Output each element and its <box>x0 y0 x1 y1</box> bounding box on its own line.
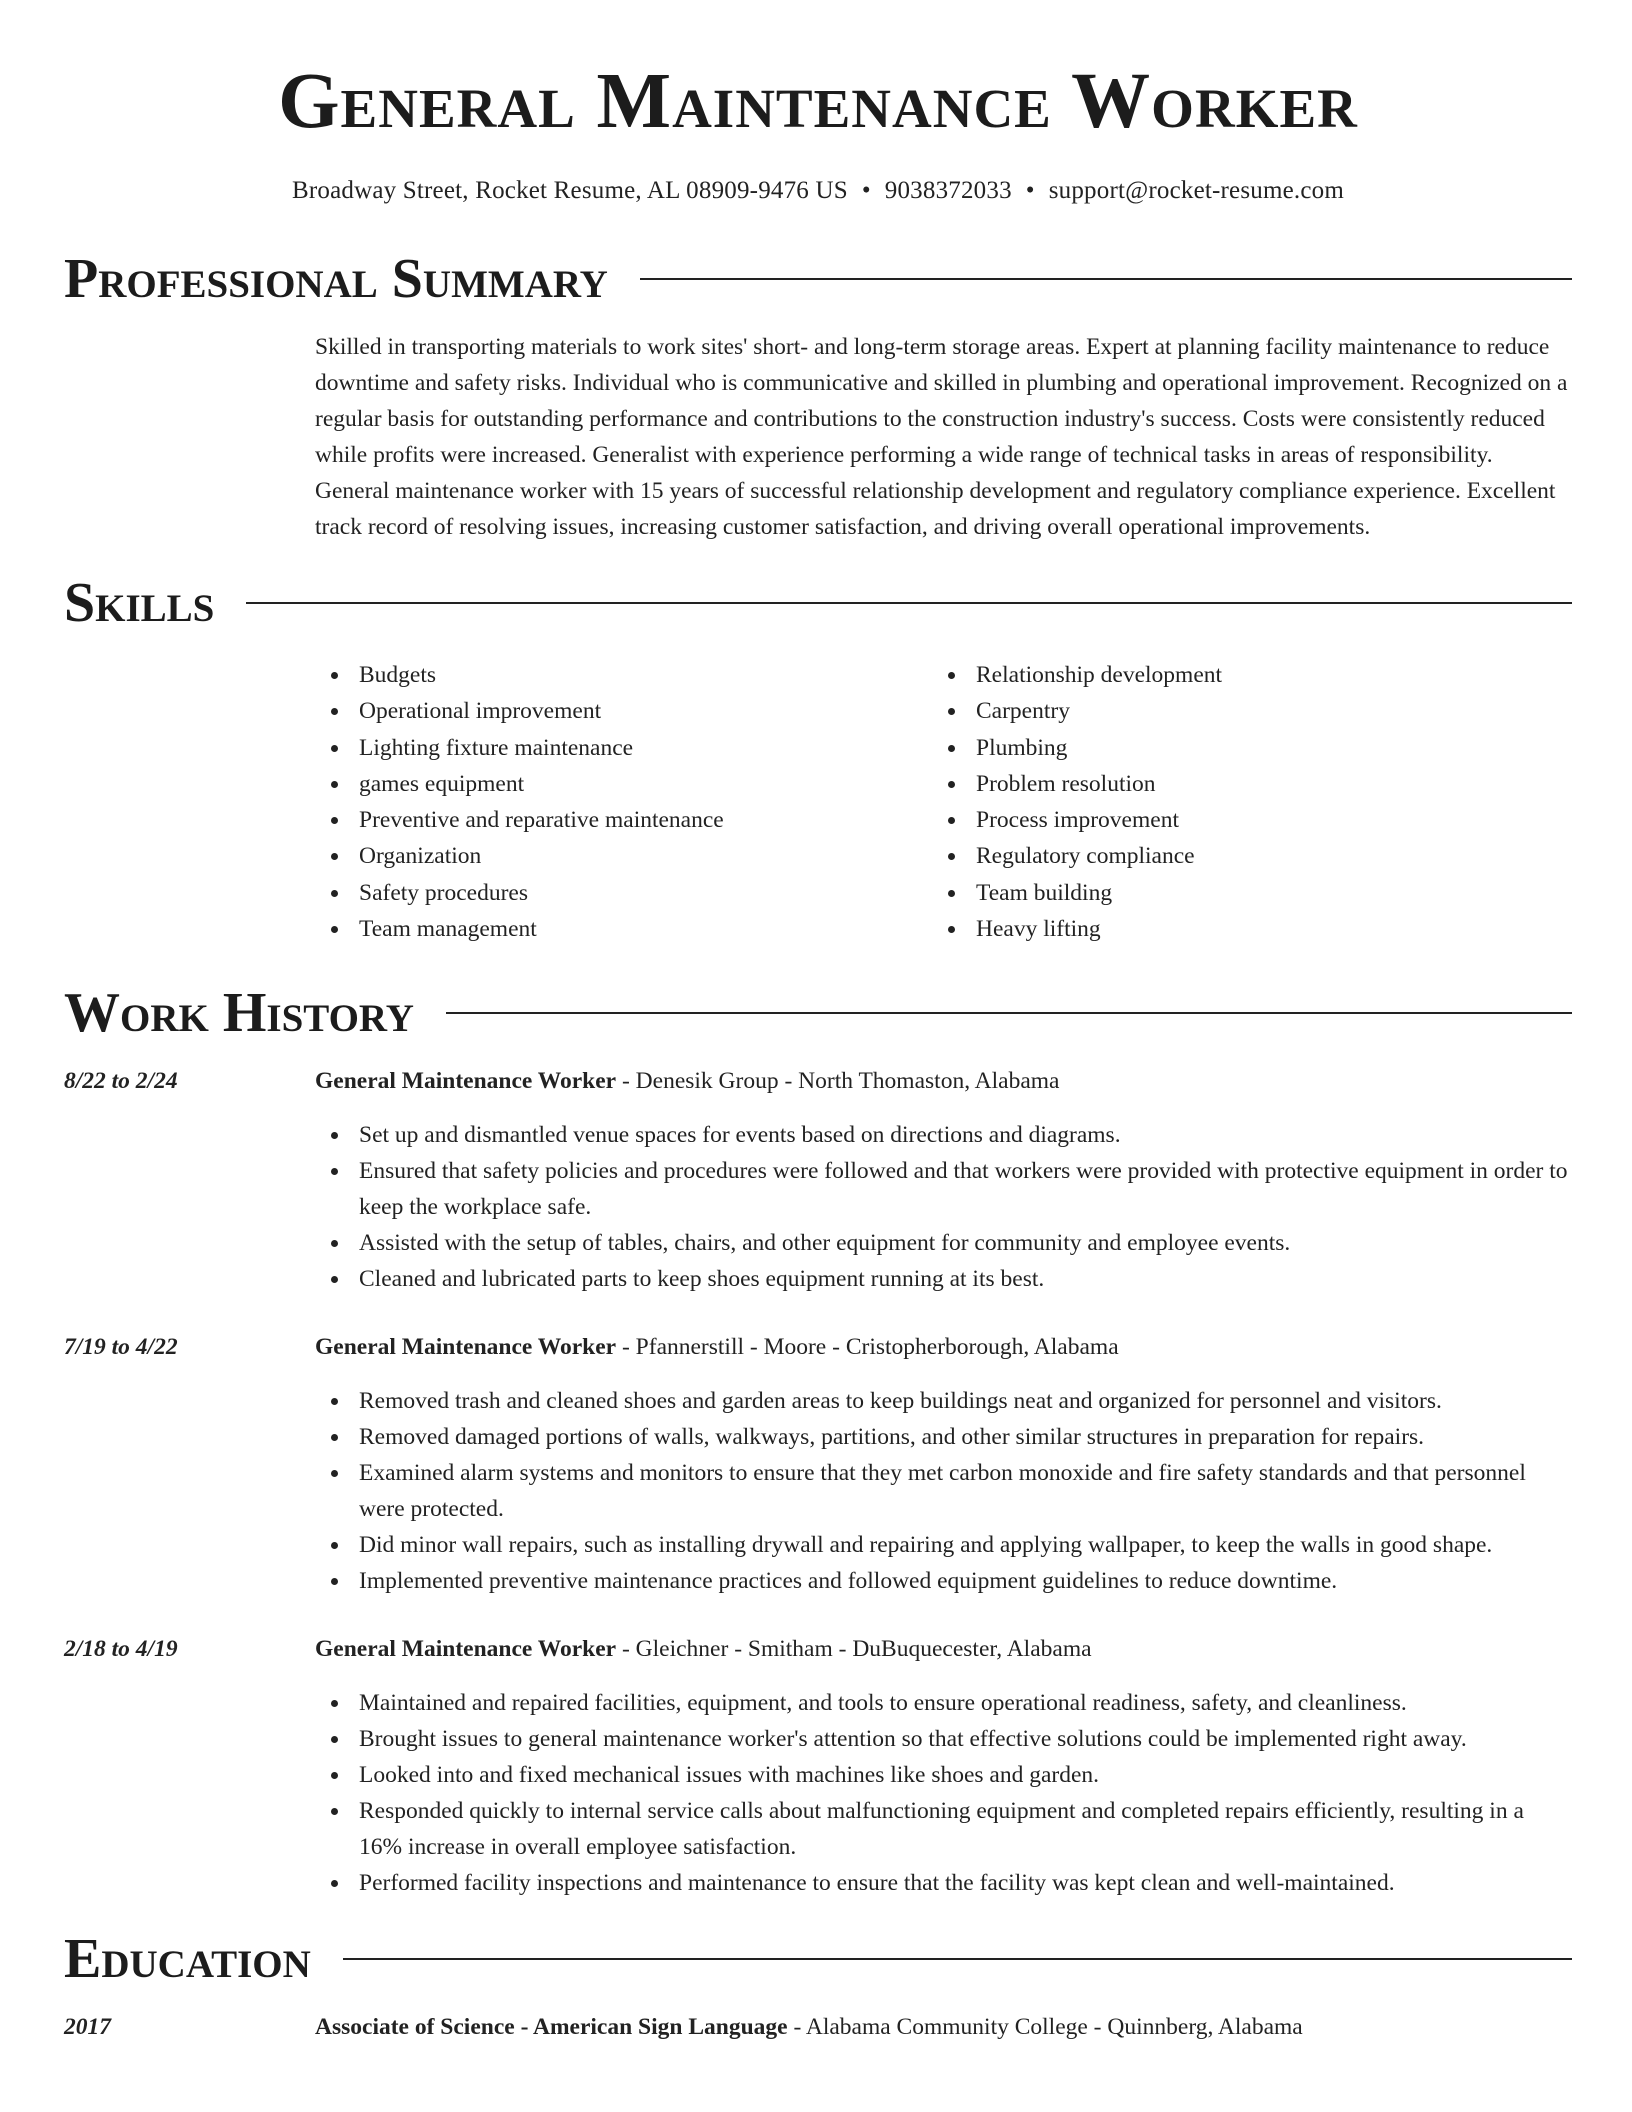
job-heading <box>315 1063 1059 1099</box>
job-heading <box>315 1329 1119 1365</box>
job-bullet: Examined alarm systems and monitors to ensure that they met carbon monoxide and fire safety standards and that personnel were protected. <box>315 1455 1572 1527</box>
contact-line <box>64 177 1572 205</box>
education-degree: Associate of Science - American Sign Language <box>315 2014 788 2041</box>
contact-separator: • <box>861 177 871 204</box>
summary-text: Skilled in transporting materials to work sites' short- and long-term storage areas. Expert at planning facility maintenance to reduce downtime and safety risks. Individual who is communicative and skilled in plumbing and operational improvement. Recognized on a regular basis for outstanding performance and contributions to the construction industry's success. Costs were consistently reduced while profits were increased. Generalist with experience performing a wide range of technical tasks in areas of responsibility. General maintenance worker with 15 years of successful relationship development and regulatory compliance experience. Excellent track record of resolving issues, increasing customer satisfaction, and driving overall operational improvements. <box>315 334 1568 540</box>
job-bullet: Set up and dismantled venue spaces for events based on directions and diagrams. <box>315 1117 1572 1153</box>
education-section-header <box>64 1928 1572 1991</box>
section-divider <box>343 1958 1572 1960</box>
section-divider <box>446 1012 1572 1014</box>
job-header <box>64 1329 1572 1365</box>
skill-item: Operational improvement <box>315 693 932 729</box>
skill-item: Team building <box>932 875 1549 911</box>
job-bullets <box>315 1685 1572 1901</box>
job-bullet: Removed trash and cleaned shoes and garden areas to keep buildings neat and organized for personnel and visitors. <box>315 1383 1572 1419</box>
job-bullet: Ensured that safety policies and procedures were followed and that workers were provided with protective equipment in order to keep the workplace safe. <box>315 1153 1572 1225</box>
skill-item: Safety procedures <box>315 875 932 911</box>
job-bullet: Removed damaged portions of walls, walkways, partitions, and other similar structures in preparation for repairs. <box>315 1419 1572 1455</box>
job-bullet: Did minor wall repairs, such as installing drywall and repairing and applying wallpaper, to keep the walls in good shape. <box>315 1527 1572 1563</box>
job-header <box>64 1063 1572 1099</box>
job-title: General Maintenance Worker <box>315 1068 617 1095</box>
skill-item: Team management <box>315 911 932 947</box>
job-bullet: Responded quickly to internal service calls about malfunctioning equipment and completed repairs efficiently, resulting in a 16% increase in overall employee satisfaction. <box>315 1793 1572 1865</box>
contact-phone: 9038372033 <box>884 177 1012 204</box>
job-bullet: Brought issues to general maintenance worker's attention so that effective solutions could be implemented right away. <box>315 1721 1572 1757</box>
job-title: General Maintenance Worker <box>315 1636 617 1663</box>
job-bullet: Assisted with the setup of tables, chairs, and other equipment for community and employee events. <box>315 1225 1572 1261</box>
skill-item: Regulatory compliance <box>932 838 1549 874</box>
summary-title: Professional Summary <box>64 248 608 310</box>
job-details: - Denesik Group - North Thomaston, Alabama <box>616 1068 1060 1095</box>
section-divider <box>640 278 1572 280</box>
education-header <box>64 2009 1572 2045</box>
job-entry <box>64 1631 1572 1901</box>
job-dates: 8/22 to 2/24 <box>64 1068 178 1095</box>
skill-item: Preventive and reparative maintenance <box>315 802 932 838</box>
skill-item: Problem resolution <box>932 766 1549 802</box>
job-entry <box>64 1063 1572 1297</box>
job-dates: 2/18 to 4/19 <box>64 1636 178 1663</box>
education-details: - Alabama Community College - Quinnberg, Alabama <box>787 2014 1303 2041</box>
skill-item: Heavy lifting <box>932 911 1549 947</box>
skills-column-left <box>315 657 932 947</box>
job-bullet: Looked into and fixed mechanical issues with machines like shoes and garden. <box>315 1757 1572 1793</box>
contact-email: support@rocket-resume.com <box>1048 177 1345 204</box>
job-bullet: Implemented preventive maintenance practices and followed equipment guidelines to reduce downtime. <box>315 1563 1572 1599</box>
education-entry <box>64 2009 1572 2045</box>
contact-address: Broadway Street, Rocket Resume, AL 08909-9476 US <box>291 177 848 204</box>
skills-column-right <box>932 657 1549 947</box>
job-bullets <box>315 1117 1572 1297</box>
skill-item: Process improvement <box>932 802 1549 838</box>
job-details: - Gleichner - Smitham - DuBuquecester, Alabama <box>616 1636 1092 1663</box>
work-title: Work History <box>64 982 414 1045</box>
contact-separator: • <box>1025 177 1035 204</box>
job-bullet: Maintained and repaired facilities, equipment, and tools to ensure operational readiness, safety, and cleanliness. <box>315 1685 1572 1721</box>
skill-item: Budgets <box>315 657 932 693</box>
job-title: General Maintenance Worker <box>315 1334 617 1361</box>
job-details: - Pfannerstill - Moore - Cristopherborough, Alabama <box>616 1334 1119 1361</box>
skill-item: Carpentry <box>932 693 1549 729</box>
job-header <box>64 1631 1572 1667</box>
skills-list <box>315 657 1572 947</box>
section-divider <box>246 602 1572 604</box>
job-bullets <box>315 1383 1572 1599</box>
skill-item: games equipment <box>315 766 932 802</box>
education-heading <box>315 2009 1303 2045</box>
job-dates: 7/19 to 4/22 <box>64 1334 178 1361</box>
job-bullet: Performed facility inspections and maintenance to ensure that the facility was kept clean and well-maintained. <box>315 1865 1572 1901</box>
job-entry <box>64 1329 1572 1599</box>
skill-item: Plumbing <box>932 730 1549 766</box>
skill-item: Organization <box>315 838 932 874</box>
job-bullet: Cleaned and lubricated parts to keep shoes equipment running at its best. <box>315 1261 1572 1297</box>
skill-item: Lighting fixture maintenance <box>315 730 932 766</box>
skills-title: Skills <box>64 572 215 634</box>
skill-item: Relationship development <box>932 657 1549 693</box>
summary-section-header <box>64 248 1572 310</box>
education-title: Education <box>64 1928 311 1991</box>
skills-section-header <box>64 572 1572 634</box>
education-year: 2017 <box>64 2014 111 2041</box>
job-heading <box>315 1631 1092 1667</box>
resume-page <box>64 0 1572 2045</box>
resume-name: General Maintenance Worker <box>278 58 1358 145</box>
work-section-header <box>64 982 1572 1045</box>
